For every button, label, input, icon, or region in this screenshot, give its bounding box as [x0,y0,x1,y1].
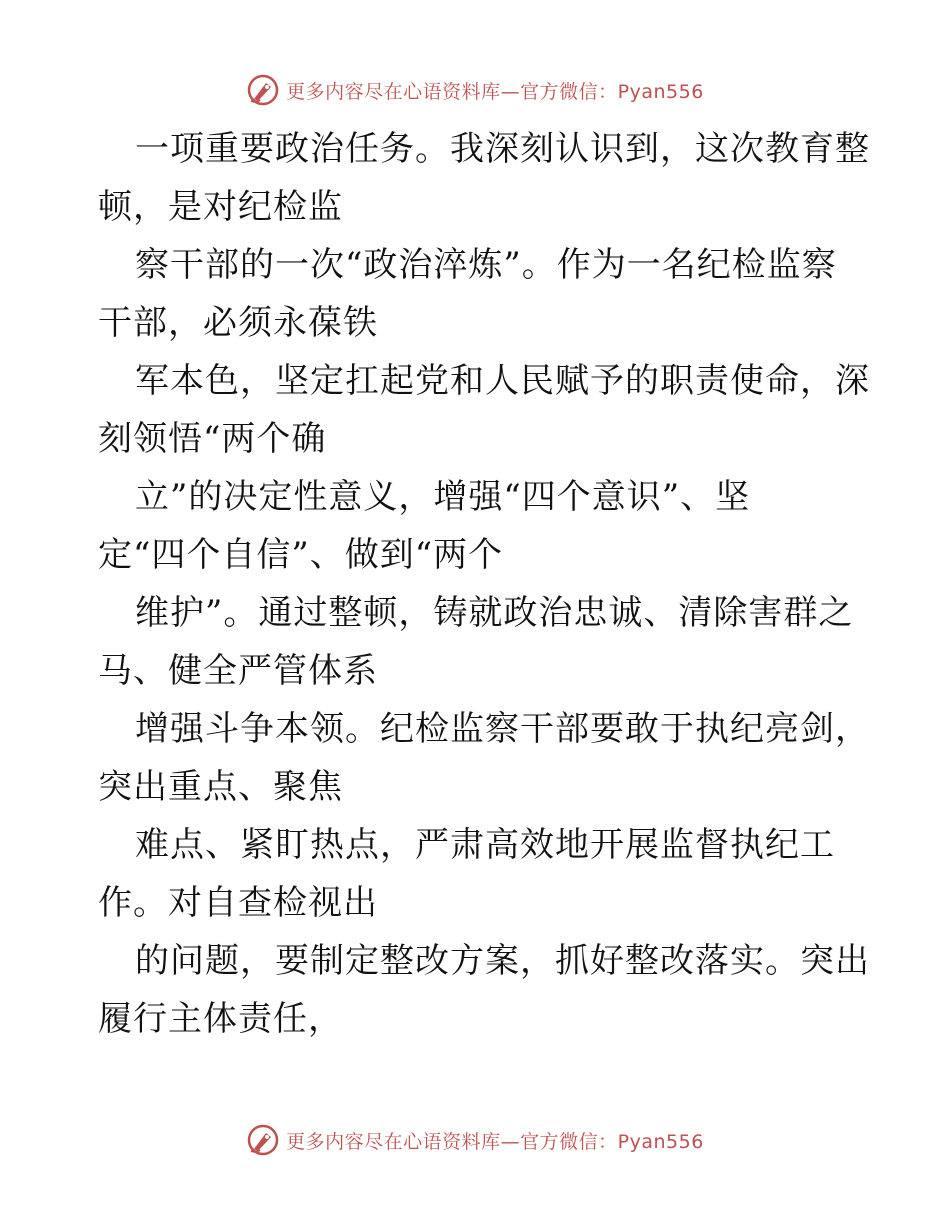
header-watermark [0,70,950,110]
text-line: 的问题，要制定整改方案，抓好整改落实。突出 [135,941,870,981]
pen-nib-logo-icon [246,1123,280,1157]
watermark-text: 更多内容尽在心语资料库—官方微信：Pyan556 [286,1130,704,1153]
text-line: 马、健全严管体系 [98,651,378,691]
text-line: 顿，是对纪检监 [98,187,343,227]
text-line: 难点、紧盯热点，严肃高效地开展监督执纪工 [135,825,835,865]
text-line: 一项重要政治任务。我深刻认识到，这次教育整 [135,129,870,169]
document-body [98,120,868,1048]
pen-nib-logo-icon [246,73,280,107]
text-line: 履行主体责任， [98,999,343,1039]
text-line: 维护”。通过整顿，铸就政治忠诚、清除害群之 [135,593,854,633]
watermark-text: 更多内容尽在心语资料库—官方微信：Pyan556 [286,80,704,103]
text-line: 突出重点、聚焦 [98,767,343,807]
text-line: 刻领悟“两个确 [98,419,327,459]
text-line: 立”的决定性意义，增强“四个意识”、坚 [135,477,751,517]
text-line: 作。对自查检视出 [98,883,378,923]
footer-watermark [0,1120,950,1160]
text-line: 定“四个自信”、做到“两个 [98,535,504,575]
text-line: 增强斗争本领。纪检监察干部要敢于执纪亮剑， [135,709,870,749]
text-line: 军本色，坚定扛起党和人民赋予的职责使命，深 [135,361,870,401]
text-line: 察干部的一次“政治淬炼”。作为一名纪检监察 [135,245,837,285]
text-line: 干部，必须永葆铁 [98,303,378,343]
